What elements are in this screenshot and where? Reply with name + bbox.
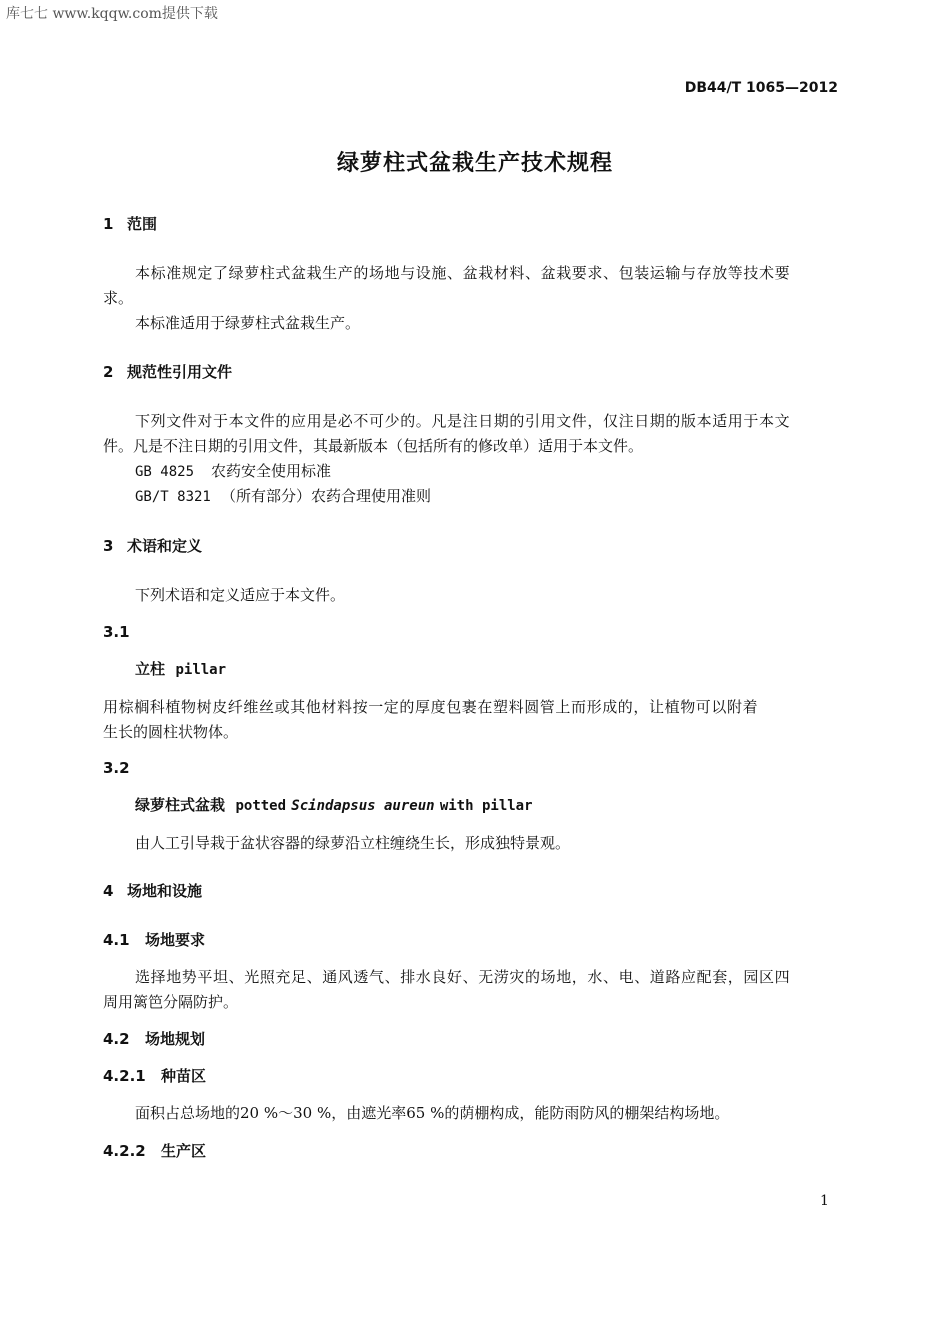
section-number: 4	[103, 882, 114, 900]
section-number: 1	[103, 215, 114, 233]
paragraph-line: 求。	[103, 289, 134, 307]
section-4-heading	[103, 880, 202, 901]
section-number: 4.1	[103, 931, 130, 949]
paragraph-line: 生长的圆柱状物体。	[103, 723, 239, 741]
paragraph-line: 由人工引导栽于盆状容器的绿萝沿立柱缠绕生长，形成独特景观。	[135, 834, 571, 852]
paragraph-line: 本标准适用于绿萝柱式盆栽生产。	[135, 314, 361, 332]
section-number: 4.2	[103, 1030, 130, 1048]
section-number: 3	[103, 537, 114, 555]
subsection-4-2-1-heading	[103, 1065, 206, 1086]
term-english: potted	[235, 798, 287, 814]
reference-title: 农药安全使用标准	[211, 462, 332, 480]
paragraph-line: 本标准规定了绿萝柱式盆栽生产的场地与设施、盆栽材料、盆栽要求、包装运输与存放等技术要	[135, 264, 791, 282]
section-number: 4.2.2	[103, 1142, 146, 1160]
term-english: with pillar	[439, 798, 533, 814]
paragraph-line: 周用篱笆分隔防护。	[103, 993, 239, 1011]
subsection-4-2-heading	[103, 1028, 205, 1049]
paragraph-line: 件。凡是不注日期的引用文件，其最新版本（包括所有的修改单）适用于本文件。	[103, 437, 644, 455]
paragraph-line: 面积占总场地的20 %～30 %，由遮光率65 %的荫棚构成，能防雨防风的棚架结构场地。	[135, 1104, 730, 1122]
term-english: pillar	[175, 662, 227, 678]
section-title: 规范性引用文件	[127, 363, 233, 381]
reference-line	[135, 485, 431, 506]
section-number: 4.2.1	[103, 1067, 146, 1085]
paragraph-line: 下列文件对于本文件的应用是必不可少的。凡是注日期的引用文件，仅注日期的版本适用于本文	[135, 412, 791, 430]
section-title: 场地和设施	[127, 882, 203, 900]
section-3-heading	[103, 535, 202, 556]
paragraph-line: 用棕榈科植物树皮纤维丝或其他材料按一定的厚度包裹在塑料圆管上而形成的，让植物可以附着	[103, 698, 759, 716]
section-title: 术语和定义	[127, 537, 203, 555]
subsection-4-1-heading	[103, 929, 205, 950]
reference-code: GB 4825	[135, 464, 195, 480]
page-number: 1	[820, 1193, 829, 1209]
term-chinese: 立柱	[135, 660, 166, 678]
paragraph-line: 下列术语和定义适应于本文件。	[135, 586, 346, 604]
reference-line	[135, 460, 331, 481]
section-1-heading	[103, 213, 157, 234]
section-title: 场地规划	[145, 1030, 206, 1048]
term-3-1-name	[135, 658, 226, 679]
term-3-1-number: 3.1	[103, 623, 130, 641]
section-title: 场地要求	[145, 931, 206, 949]
section-title: 生产区	[161, 1142, 207, 1160]
subsection-4-2-2-heading	[103, 1140, 206, 1161]
document-number: DB44/T 1065—2012	[684, 80, 838, 96]
term-english-latin: Scindapsus aureun	[291, 798, 435, 814]
paragraph-line: 选择地势平坦、光照充足、通风透气、排水良好、无涝灾的场地，水、电、道路应配套，园区四	[135, 968, 791, 986]
term-3-2-number: 3.2	[103, 759, 130, 777]
term-chinese: 绿萝柱式盆栽	[135, 796, 226, 814]
watermark-text: 库七七 www.kqqw.com提供下载	[6, 6, 218, 22]
section-title: 种苗区	[161, 1067, 207, 1085]
section-2-heading	[103, 361, 232, 382]
section-number: 2	[103, 363, 114, 381]
reference-code: GB/T 8321	[135, 489, 211, 505]
section-title: 范围	[127, 215, 158, 233]
term-3-2-name	[135, 794, 533, 815]
document-title: 绿萝柱式盆栽生产技术规程	[336, 151, 613, 176]
reference-title: （所有部分）农药合理使用准则	[221, 487, 432, 505]
